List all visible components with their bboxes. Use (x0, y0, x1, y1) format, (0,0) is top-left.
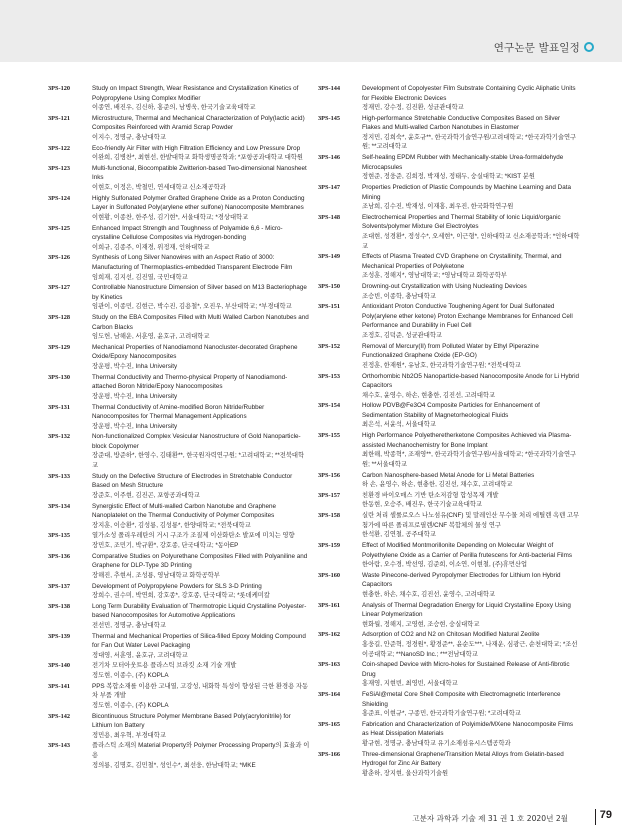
program-entry (318, 342, 580, 371)
program-entry (48, 552, 310, 581)
entry-title: 친환경 바이오매스 기반 탄소저감형 합성목재 개발 (362, 491, 499, 499)
entry-code: 3PS-165 (318, 720, 341, 728)
entry-body (362, 541, 580, 570)
entry-body (92, 164, 310, 193)
program-entry (48, 502, 310, 531)
entry-title: FeSiAl@metal Core Shell Composite with Electromagnetic Interference Shielding (362, 691, 561, 708)
entry-authors: 정대영, 서훈영, 윤호규, 고려대학교 (92, 651, 188, 659)
entry-title: Carbon Nanosphere-based Metal Anode for Li Metal Batteries (362, 471, 535, 479)
entry-authors: 홍준표, 이현규*, 구종민, 한국과학기술연구원; *고려대학교 (362, 710, 521, 718)
entry-title: Bicontinuous Structure Polymer Membrane Based Poly(acrylonitrile) for Lithium Ion Battery (92, 712, 291, 730)
entry-authors: 조남희, 김수진, 박재성, 이재홍, 최우진, 한국화학연구원 (362, 203, 514, 211)
entry-code: 3PS-161 (318, 601, 341, 609)
entry-code: 3PS-164 (318, 691, 341, 699)
program-entry (318, 153, 580, 182)
program-entry (48, 682, 310, 711)
entry-authors: 이지수, 정명규, 충남대학교 (92, 133, 166, 141)
entry-title: Highly Sulfonated Polymer Grafted Graphene Oxide as a Proton Conducting Layer in Sulfonated Poly(arylene ether sulfone) Nanocomposite Membranes (92, 194, 305, 212)
program-entry (48, 224, 310, 253)
entry-code: 3PS-163 (318, 661, 341, 669)
entry-authors: 홍재영, 지현빈, 최영빈, 서울대학교 (362, 680, 458, 688)
entry-body (362, 720, 580, 749)
entry-code: 3PS-148 (318, 213, 341, 221)
entry-title: 실란 처리 셀룰로오스 나노섬유(CNF) 및 말레인산 무수물 처리 에틸렌 옥텐 고무 첨가에 따른 폴리프로필렌/CNF 복합체의 물성 연구 (362, 512, 580, 529)
entry-body (92, 432, 310, 470)
entry-title: Properties Prediction of Plastic Compounds by Machine Learning and Data Mining (362, 184, 571, 201)
entry-code: 3PS-145 (318, 114, 341, 122)
entry-title: 열가소성 폴리우레탄의 거시 구조가 조질제 이산화탄소 발포에 미치는 영향 (92, 532, 295, 540)
entry-code: 3PS-149 (318, 253, 341, 261)
entry-body (362, 153, 580, 182)
entry-authors: 이종연, 배진우, 김신하, 홍준의, 남병욱, 한국기술교육대학교 (92, 104, 256, 112)
entry-authors: 한석환, 김연철, 공주대학교 (362, 531, 436, 539)
entry-title: PPS 복합소재를 이용한 고내열, 고강성, 내화학 특성이 향상된 극한 환경용 자동차 부품 개발 (92, 682, 309, 700)
entry-title: Orthorhombic Nb2O5 Nanoparticle-based Nanocomposite Anode for Li Hybrid Capacitors (362, 372, 580, 390)
entry-title: Long Term Durability Evaluation of Thermotropic Liquid Crystalline Polyester-based Nanocomposites for Automotive Applications (92, 602, 307, 620)
entry-title: Three-dimensional Graphene/Transition Metal Alloys from Gelatin-based Hydrogel for Zinc Air Battery (362, 750, 564, 768)
page-number: 79 (599, 809, 612, 821)
entry-authors: 정민용, 최우혁, 부경대학교 (92, 731, 166, 739)
entry-body (362, 431, 580, 469)
program-entry (48, 194, 310, 223)
right-column (318, 84, 580, 780)
entry-title: Synergistic Effect of Multi-walled Carbon Nanotube and Graphene Nanoplatelet on the Thermal Conductivity of Polymer Composites (92, 502, 276, 520)
entry-authors: 장준대, 방준하*, 한영수, 김태환**, 한국원자력연구원; *고려대학교; **전북대학교 (92, 452, 305, 470)
entry-authors: 정재민, 강수정, 김진환, 성균관대학교 (362, 104, 464, 112)
entry-title: Electrochemical Properties and Thermal Stability of Ionic Liquid/organic Solvents/polymer Mixture Gel Electrolytes (362, 213, 561, 231)
entry-body (362, 84, 580, 113)
entry-title: Analysis of Thermal Degradation Energy for Liquid Crystalline Epoxy Using Linear Polymerization (362, 601, 571, 619)
entry-title: Coin-shaped Device with Micro-holes for Sustained Release of Anti-fibrotic Drug (362, 661, 570, 678)
entry-code: 3PS-142 (48, 712, 71, 720)
entry-code: 3PS-125 (48, 224, 71, 232)
entry-body (92, 712, 310, 741)
entry-title: Study on the Defective Structure of Electrodes in Stretchable Conductor Based on Mesh Structure (92, 472, 293, 490)
entry-body (362, 213, 580, 251)
entry-title: Comparative Studies on Polyurethane Composites Filled with Polyaniline and Graphene for DLP-Type 3D Printing (92, 552, 308, 570)
entry-code: 3PS-127 (48, 284, 71, 292)
program-entry (48, 741, 310, 770)
program-entry (318, 630, 580, 659)
program-entry (48, 164, 310, 193)
entry-code: 3PS-120 (48, 85, 71, 92)
entry-authors: 정현준, 정웅준, 김희정, 박재성, 정태두, 숭실대학교; *KIST 분원 (362, 173, 535, 181)
entry-authors: 정도현, 이종수, (주) KOPLA (92, 672, 169, 680)
program-entry (318, 491, 580, 510)
program-entry (318, 720, 580, 749)
entry-code: 3PS-151 (318, 303, 341, 311)
entry-authors: 최한해, 박종혁*, 조재영**, 한국과학기술연구원/서울대학교; *한국과학기술연구원; **서울대학교 (362, 451, 577, 468)
left-column (48, 84, 310, 771)
entry-authors: 하 손, 윤영수, 하손, 현충한, 김진선, 채수호, 고려대학교 (362, 481, 513, 489)
entry-code: 3PS-134 (48, 502, 71, 510)
entry-authors: 한아람, 오수경, 박선영, 김준희, 이소연, 이현철, (주)휴먼산업 (362, 561, 528, 569)
program-entry (48, 531, 310, 550)
entry-code: 3PS-144 (318, 85, 341, 92)
entry-code: 3PS-131 (48, 403, 71, 411)
entry-title: Mechanical Properties of Nanodiamond Nanocluster-decorated Graphene Oxide/Epoxy Nanocomposites (92, 343, 298, 361)
entry-body (92, 224, 310, 253)
entry-body (92, 313, 310, 342)
entry-title: High Performance Polyetheretherketone Composites Achieved via Plasma-assisted Mechanochemistry for Bone Implant (362, 432, 572, 449)
program-entry (48, 283, 310, 312)
entry-body (362, 282, 580, 301)
program-entry (318, 750, 580, 779)
program-entry (318, 401, 580, 430)
program-entry (48, 632, 310, 661)
entry-authors: 최은석, 서윤석, 서울대학교 (362, 421, 436, 429)
entry-authors: 장민호, 조민기, 박규환*, 강호종, 단국대학교; *동아EP (92, 541, 239, 549)
entry-code: 3PS-139 (48, 632, 71, 640)
entry-title: Hollow PDVB@Fe3O4 Composite Particles for Enhancement of Sedimentation Stability of Magnetorheological Fluids (362, 402, 540, 419)
entry-title: Study on Impact Strength, Wear Resistance and Crystallization Kinetics of Polypropylene Using Complex Modifier (92, 85, 299, 102)
entry-code: 3PS-124 (48, 194, 71, 202)
entry-body (92, 741, 310, 770)
program-entry (318, 282, 580, 301)
entry-body (362, 511, 580, 540)
entry-title: Controllable Nanostructure Dimension of Silver based on M13 Bacteriophage by Kinetics (92, 284, 307, 301)
entry-title: Thermal Conductivity and Thermo-physical Property of Nanodiamond-attached Boron Nitride/Epoxy Nanocomposites (92, 373, 288, 391)
entry-body (92, 253, 310, 282)
entry-authors: 장운평, 박수진, Inha University (92, 392, 178, 400)
entry-body (362, 660, 580, 689)
entry-body (362, 342, 580, 371)
entry-code: 3PS-152 (318, 342, 341, 350)
entry-code: 3PS-129 (48, 343, 71, 351)
entry-body (92, 472, 310, 501)
program-entry (318, 114, 580, 152)
entry-title: Multi-functional, Biocompatible Zwitterion-based Two-dimensional Nanosheet Inks (92, 164, 307, 182)
entry-authors: 현화월, 정해지, 고영현, 조승현, 숭실대학교 (362, 620, 480, 628)
entry-authors: 현충한, 하손, 채수호, 김진선, 윤영수, 고려대학교 (362, 590, 496, 598)
entry-authors: 장해진, 추현서, 조성룡, 영남대학교 화학공학부 (92, 571, 220, 579)
entry-title: Enhanced Impact Strength and Toughness of Polyamide 6,6 - Micro-crystalline Cellulose Composites via Hydrogen-bonding (92, 224, 283, 242)
section-header (494, 40, 594, 55)
journal-info: 고분자 과학과 기술 제 31 권 1 호 2020년 2월 (412, 814, 568, 823)
entry-title: Effects of Plasma Treated CVD Graphene on Crystallinity, Thermal, and Mechanical Properties of Polyketone (362, 253, 562, 270)
entry-code: 3PS-122 (48, 144, 71, 152)
entry-authors: 장희수, 권수미, 박연희, 강호종*, 강호종, 단국대학교; *롯데케미칼 (92, 592, 270, 600)
page-divider (595, 809, 596, 825)
entry-authors: 홍웅길, 안준혁, 정경원*, 황경준**, 윤순도***, 나재운, 심광근, 순천대학교; *조선이공대학교; **NanoSD Inc.; ***전남대학교 (362, 641, 578, 658)
entry-title: Non-functionalized Complex Vesicular Nanostructure of Gold Nanoparticle-block Copolymer (92, 433, 301, 450)
entry-body (92, 84, 310, 113)
entry-code: 3PS-159 (318, 541, 341, 549)
entry-code: 3PS-153 (318, 372, 341, 380)
entry-body (92, 531, 310, 550)
entry-code: 3PS-126 (48, 254, 71, 262)
entry-code: 3PS-155 (318, 432, 341, 440)
entry-authors: 이현황, 이종찬, 한주성, 김기현*, 서울대학교; *경상대학교 (92, 213, 249, 221)
program-entry (48, 602, 310, 631)
entry-authors: 이현호, 이정은, 박철민, 연세대학교 신소재공학과 (92, 184, 226, 192)
program-entry (318, 213, 580, 251)
entry-title: Synthesis of Long Silver Nanowires with an Aspect Ratio of 3000: Manufacturing of Thermoplastics-embedded Transparent Electrode Film (92, 254, 293, 271)
program-entry (48, 373, 310, 402)
entry-title: Waste Pinecone-derived Pyropolymer Electrodes for Lithium Ion Hybrid Capacitors (362, 571, 561, 589)
entry-title: Thermal Conductivity of Amine-modified Boron Nitride/Rubber Nanocomposites for Thermal Management Applications (92, 403, 265, 421)
entry-title: Development of Polypropylene Powders for SLS 3-D Printing (92, 582, 262, 590)
entry-title: Development of Copolyester Film Substrate Containing Cyclic Aliphatic Units for Flexible Electronic Devices (362, 85, 576, 102)
entry-authors: 이희규, 김종주, 이재경, 위정재, 인하대학교 (92, 243, 210, 251)
entry-code: 3PS-146 (318, 154, 341, 162)
entry-body (92, 194, 310, 223)
entry-title: Thermal and Mechanical Properties of Silica-filled Epoxy Molding Compound for Fan Out Water Level Packaging (92, 632, 306, 650)
entry-authors: 장지훈, 이승환*, 김성룡, 김성룡*, 한양대학교; *전북대학교 (92, 521, 251, 529)
entry-code: 3PS-154 (318, 402, 341, 410)
program-entry (318, 372, 580, 401)
program-entry (318, 302, 580, 340)
entry-code: 3PS-140 (48, 662, 71, 670)
entry-body (362, 183, 580, 212)
entry-authors: 조대현, 성경환*, 정성수*, 오세현*, 이근형*, 인하대학교 신소재공학과; *인하대학교 (362, 232, 580, 250)
entry-authors: 정지민, 김희숙*, 윤호규**, 한국과학기술연구원/고려대학교; *한국과학기술연구원; **고려대학교 (362, 133, 577, 151)
entry-body (362, 690, 580, 719)
entry-body (362, 302, 580, 340)
footer (0, 806, 622, 830)
entry-body (362, 114, 580, 152)
entry-title: 전기차 모터아웃트용 플라스틱 브라킷 소재 기술 개발 (92, 662, 237, 670)
entry-body (362, 750, 580, 779)
entry-authors: 조정호, 김덕준, 성균관대학교 (362, 331, 442, 339)
program-entry (318, 511, 580, 540)
entry-body (92, 373, 310, 402)
entry-code: 3PS-128 (48, 314, 71, 322)
entry-authors: 황규현, 정명규, 충남대학교 유기소재섬유시스템공학과 (362, 740, 511, 748)
program-entry (48, 661, 310, 680)
entry-code: 3PS-132 (48, 433, 71, 441)
entry-title: High-performance Stretchable Conductive Composites Based on Silver Flakes and Multi-walled Carbon Nanotubes in Elastomer (362, 114, 561, 132)
entry-title: Eco-friendly Air Filter with High Filtration Efficiency and Low Pressure Drop (92, 144, 301, 152)
program-entry (48, 144, 310, 163)
program-entry (318, 471, 580, 490)
program-entry (318, 431, 580, 469)
entry-code: 3PS-143 (48, 742, 71, 750)
entry-title: Self-healing EPDM Rubber with Mechanically-stable Urea-formaldehyde Microcapsules (362, 154, 564, 171)
entry-authors: 임희재, 김지선, 김진열, 국민대학교 (92, 273, 188, 281)
entry-body (92, 502, 310, 531)
entry-title: Effect of Modified Montmorillonite Depending on Molecular Weight of Polyethylene Oxide as a Carrier of Perilla frutescens for Anti-bacterial Films (362, 541, 572, 559)
entry-code: 3PS-162 (318, 631, 341, 639)
program-entry (48, 84, 310, 113)
entry-code: 3PS-138 (48, 602, 71, 610)
entry-authors: 진정훈, 한재원*, 유남호, 한국과학기술연구원; *전북대학교 (362, 361, 521, 369)
program-entry (318, 541, 580, 570)
entry-body (92, 661, 310, 680)
entry-body (362, 252, 580, 281)
entry-code: 3PS-150 (318, 283, 341, 291)
entry-body (362, 630, 580, 659)
entry-code: 3PS-135 (48, 532, 71, 540)
entry-code: 3PS-160 (318, 571, 341, 579)
program-entry (48, 472, 310, 501)
entry-authors: 이완희, 김병찬*, 최현선, 한밭대학교 화학생명공학과; *포항공과대학교 대학원 (92, 154, 303, 162)
program-entry (48, 253, 310, 282)
entry-body (92, 283, 310, 312)
entry-authors: 황춘하, 장지현, 울산과학기술원 (362, 769, 449, 777)
entry-authors: 장준호, 이주현, 김진곤, 포항공과대학교 (92, 491, 200, 499)
entry-body (92, 602, 310, 631)
entry-title: Drowning-out Crystallization with Using Nucleating Devices (362, 283, 527, 291)
entry-body (362, 471, 580, 490)
entry-body (92, 144, 310, 163)
entry-code: 3PS-136 (48, 552, 71, 560)
entry-body (362, 601, 580, 630)
entry-authors: 정도현, 이종수, (주) KOPLA (92, 701, 169, 709)
header-bar (0, 0, 622, 62)
entry-authors: 조승빈, 이종학, 충남대학교 (362, 292, 436, 300)
entry-body (92, 114, 310, 143)
program-entry (48, 313, 310, 342)
circle-icon (584, 42, 594, 52)
entry-authors: 전선민, 정명규, 충남대학교 (92, 621, 166, 629)
program-entry (318, 571, 580, 600)
entry-authors: 임도헌, 남해운, 서훈영, 윤호규, 고려대학교 (92, 333, 210, 341)
program-entry (48, 432, 310, 470)
entry-title: Antioxidant Proton Conductive Toughening Agent for Dual Sulfonated Poly(arylene ether ketone) Proton Exchange Membranes for Enhanced Cell Performance and Durability in Fuel Cell (362, 303, 573, 330)
program-entry (318, 84, 580, 113)
entry-authors: 장운평, 박수진, Inha University (92, 363, 178, 370)
entry-body (92, 632, 310, 661)
program-entry (48, 712, 310, 741)
entry-authors: 채수호, 윤영수, 하손, 현충한, 김진선, 고려대학교 (362, 391, 496, 399)
entry-authors: 정의룡, 김명호, 김민철*, 성인수*, 최선웅, 한남대학교; *MKE (92, 761, 256, 769)
entry-code: 3PS-123 (48, 164, 71, 172)
entry-title: Fabrication and Characterization of Polyimide/MXene Nanocomposite Films as Heat Dissipation Materials (362, 720, 574, 738)
program-entry (318, 252, 580, 281)
program-entry (318, 660, 580, 689)
entry-body (362, 372, 580, 401)
program-entry (48, 403, 310, 432)
entry-title: Adsorption of CO2 and N2 on Chitosan Modified Natural Zeolite (362, 631, 540, 639)
entry-authors: 장운평, 박수진, Inha University (92, 422, 178, 430)
entry-code: 3PS-166 (318, 750, 341, 758)
program-entry (48, 114, 310, 143)
entry-code: 3PS-141 (48, 682, 71, 690)
entry-code: 3PS-158 (318, 512, 341, 520)
entry-title: 플라스틱 소재의 Material Property와 Polymer Processing Property의 효율과 이용 (92, 742, 310, 759)
entry-authors: 한동현, 오승주, 배진우, 한국기술교육대학교 (362, 501, 482, 509)
entry-body (362, 571, 580, 600)
entry-body (92, 403, 310, 432)
entry-title: Microstructure, Thermal and Mechanical Characterization of Poly(lactic acid) Composites Reinforced with Aramid Scrap Powder (92, 114, 305, 132)
entry-body (92, 552, 310, 581)
entry-body (92, 343, 310, 372)
program-entry (48, 343, 310, 372)
entry-title: Study on the EBA Composites Filled with Multi Walled Carbon Nanotubes and Carbon Blacks (92, 314, 309, 331)
entry-title: Removal of Mercury(II) from Polluted Water by Ethyl Piperazine Functionalized Graphene Oxide (EP-GO) (362, 342, 539, 360)
entry-body (92, 682, 310, 711)
entry-body (362, 491, 580, 510)
entry-code: 3PS-133 (48, 472, 71, 480)
entry-authors: 조성훈, 정해지*, 영남대학교; *영남대학교 화학공학부 (362, 272, 507, 280)
entry-code: 3PS-130 (48, 373, 71, 381)
entry-code: 3PS-157 (318, 491, 341, 499)
entry-code: 3PS-156 (318, 471, 341, 479)
section-title: 연구논문 발표일정 (493, 42, 580, 54)
program-entry (318, 183, 580, 212)
entry-body (362, 401, 580, 430)
entry-code: 3PS-121 (48, 114, 71, 122)
entry-body (92, 582, 310, 601)
program-entry (318, 690, 580, 719)
program-entry (48, 582, 310, 601)
entry-code: 3PS-137 (48, 582, 71, 590)
entry-code: 3PS-147 (318, 184, 341, 192)
program-entry (318, 601, 580, 630)
entry-authors: 임관이, 이종민, 김현근, 박수진, 김용철*, 오진우, 부산대학교; *부경대학교 (92, 303, 292, 311)
